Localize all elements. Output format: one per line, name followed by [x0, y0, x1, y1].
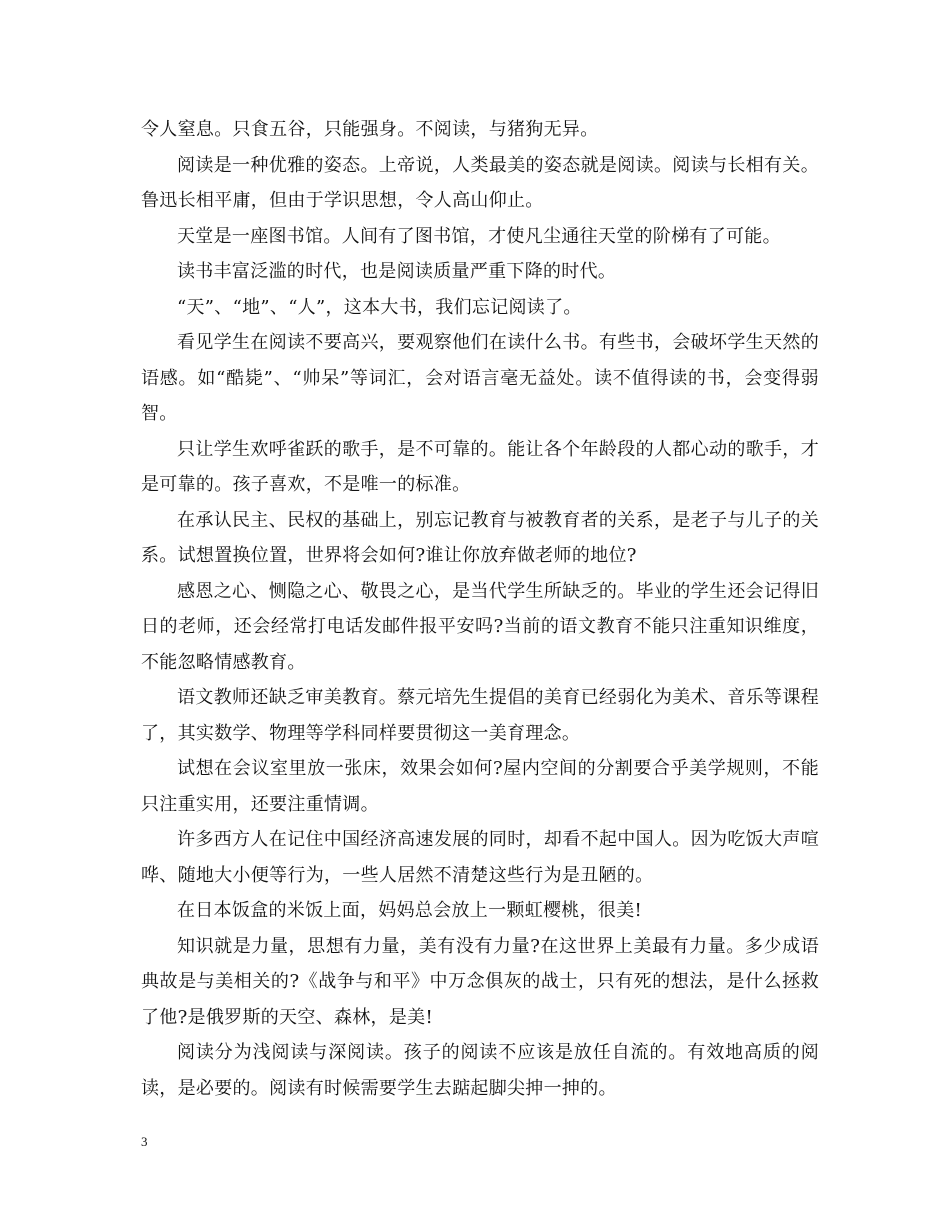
paragraph-6: 看见学生在阅读不要高兴，要观察他们在读什么书。有些书，会破坏学生天然的语感。如“酷毙”、“帅呆”等词汇，会对语言毫无益处。读不值得读的书，会变得弱智。	[141, 332, 819, 424]
paragraph-9: 感恩之心、恻隐之心、敬畏之心，是当代学生所缺乏的。毕业的学生还会记得旧日的老师，还会经常打电话发邮件报平安吗?当前的语文教育不能只注重知识维度，不能忽略情感教育。	[141, 580, 819, 673]
paragraph-13: 在日本饭盒的米饭上面，妈妈总会放上一颗虹樱桃，很美!	[177, 900, 643, 921]
paragraph-7: 只让学生欢呼雀跃的歌手，是不可靠的。能让各个年龄段的人都心动的歌手，才是可靠的。孩子喜欢，不是唯一的标准。	[141, 438, 819, 495]
paragraph-10: 语文教师还缺乏审美教育。蔡元培先生提倡的美育已经弱化为美术、音乐等课程了，其实数学、物理等学科同样要贯彻这一美育理念。	[141, 687, 819, 744]
paragraph-2: 阅读是一种优雅的姿态。上帝说，人类最美的姿态就是阅读。阅读与长相有关。鲁迅长相平庸，但由于学识思想，令人高山仰止。	[141, 154, 819, 211]
paragraph-11: 试想在会议室里放一张床，效果会如何?屋内空间的分割要合乎美学规则，不能只注重实用，还要注重情调。	[141, 758, 819, 815]
paragraph-5: “天”、“地”、“人”，这本大书，我们忘记阅读了。	[177, 296, 582, 318]
paragraph-1: 令人窒息。只食五谷，只能强身。不阅读，与猪狗无异。	[141, 119, 599, 140]
paragraph-14: 知识就是力量，思想有力量，美有没有力量?在这世界上美最有力量。多少成语典故是与美相关的?《战争与和平》中万念俱灰的战士，只有死的想法，是什么拯救了他?是俄罗斯的天空、森林，是美!	[141, 935, 819, 1028]
paragraph-3: 天堂是一座图书馆。人间有了图书馆，才使凡尘通往天堂的阶梯有了可能。	[177, 225, 781, 247]
paragraph-15: 阅读分为浅阅读与深阅读。孩子的阅读不应该是放任自流的。有效地高质的阅读，是必要的。阅读有时候需要学生去踮起脚尖抻一抻的。	[141, 1042, 819, 1099]
body-text	[141, 112, 819, 1106]
page-number: 3	[141, 1134, 148, 1149]
paragraph-12: 许多西方人在记住中国经济高速发展的同时，却看不起中国人。因为吃饭大声喧哗、随地大小便等行为，一些人居然不清楚这些行为是丑陋的。	[141, 829, 819, 886]
paragraph-4: 读书丰富泛滥的时代，也是阅读质量严重下降的时代。	[177, 261, 617, 282]
paragraph-8: 在承认民主、民权的基础上，别忘记教育与被教育者的关系，是老子与儿子的关系。试想置换位置，世界将会如何?谁让你放弃做老师的地位?	[141, 509, 819, 566]
